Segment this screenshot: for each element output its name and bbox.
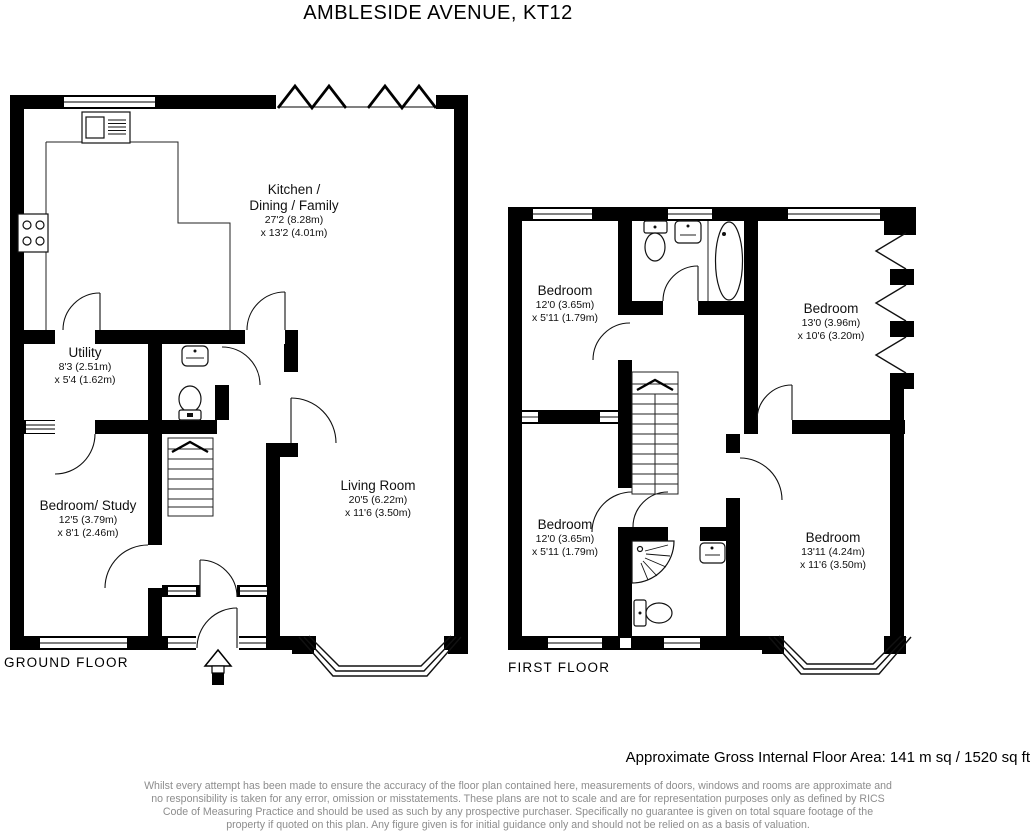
kitchen-bifold-zigzag [276,86,436,110]
kitchen-sink [82,112,130,143]
bathroom-toilet [644,221,667,261]
disclaimer [0,780,1036,832]
room-label-bedroom-bottom-right: Bedroom 13'11 (4.24m) x 11'6 (3.50m) [799,530,867,571]
first-stairs [632,372,678,494]
disclaimer-line: no responsibility is taken for any error, omission or misstatements. These plans are not to scale and are for representation purposes only as defined by RICS [151,793,885,805]
shower-toilet [634,600,672,626]
ground-floor-label: GROUND FLOOR [4,655,129,670]
disclaimer-line: Whilst every attempt has been made to ensure the accuracy of the floor plan contained here, measurements of doors, windows and rooms are approximate and [144,780,892,792]
area-note: Approximate Gross Internal Floor Area: 141 m sq / 1520 sq ft [625,749,1030,766]
wc-toilet [179,386,201,420]
disclaimer-line: Code of Measuring Practice and should be used as such by any prospective purchaser. Specifically no guarantee is given on total square footage of the [162,806,874,818]
ground-bay-window [299,636,461,676]
room-label-bedroom-top-right: Bedroom 13'0 (3.96m) x 10'6 (3.20m) [797,301,865,342]
kitchen-counter [46,142,230,330]
first-floor-label: FIRST FLOOR [508,660,611,675]
room-label-utility: Utility 8'3 (2.51m) x 5'4 (1.62m) [54,345,116,386]
disclaimer-line: property if quoted on this plan. Any figure given is for initial guidance only and should not be relied on as a basis of valuation. [226,819,810,831]
angled-bay-chevrons [876,233,906,373]
wc-basin [182,346,208,366]
room-label-bedroom-top-left: Bedroom 12'0 (3.65m) x 5'11 (1.79m) [531,283,599,324]
shower-basin [700,543,725,563]
shower-enclosure [632,541,674,583]
bathroom-basin [675,221,701,243]
room-label-bedroom-bottom-left: Bedroom 12'0 (3.65m) x 5'11 (1.79m) [531,517,599,558]
first-floor-plan [508,207,916,674]
entrance-arrow [205,650,231,685]
ground-stairs [168,438,213,516]
bath-tub [708,221,743,301]
room-label-living-room: Living Room 20'5 (6.22m) x 11'6 (3.50m) [340,478,416,519]
room-label-bedroom-study: Bedroom/ Study 12'5 (3.79m) x 8'1 (2.46m) [39,498,137,539]
page-title: AMBLESIDE AVENUE, KT12 [303,2,573,24]
room-label-kitchen: Kitchen / Dining / Family 27'2 (8.28m) x 13'2 (4.01m) [249,182,339,239]
first-walls [508,207,916,654]
kitchen-hob [18,214,48,252]
